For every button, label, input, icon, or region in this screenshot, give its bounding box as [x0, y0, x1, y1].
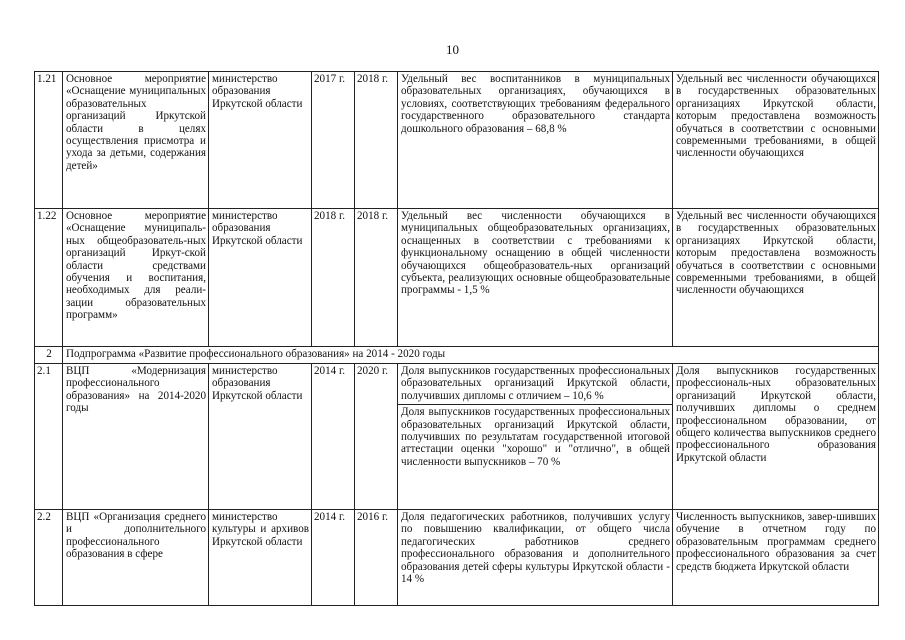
row-number: 1.21	[35, 72, 63, 209]
executor: министерство культуры и архивов Иркутской области	[209, 510, 312, 606]
row-number: 2.1	[35, 364, 63, 510]
subprogram-title: Подпрограмма «Развитие профессионального образования» на 2014 - 2020 годы	[63, 347, 879, 364]
end-year: 2016 г.	[355, 510, 398, 606]
row-number: 1.22	[35, 209, 63, 347]
indicator: Удельный вес воспитанников в муниципальных образовательных организациях, обучающихся в условиях, соответствующих требованиям федерального государственного образовательного стандарта дошкольного образования – 68,8 %	[398, 72, 673, 209]
page-number: 10	[446, 42, 459, 57]
goal-indicator: Численность выпускников, завер-шивших обучение в отчетном году по образовательным программам среднего профессионального образования за счет средств бюджета Иркутской области	[673, 510, 879, 606]
program-table	[34, 71, 879, 606]
goal-indicator: Удельный вес численности обучающихся в государственных образовательных организациях Иркутской области, которым предоставлена возможность обучаться в соответствии с основными современными требованиями, в общей численности обучающихся	[673, 209, 879, 347]
indicator: Удельный вес численности обучающихся в муниципальных общеобразовательных организациях, оснащенных в соответствии с требованиями к функциональному оснащению в общей численности обучающихся общеобразователь-ных организаций субъекта, реализующих основные общеобразовательные программы - 1,5 %	[398, 209, 673, 347]
start-year: 2014 г.	[312, 364, 355, 510]
event-title: ВЦП «Организация среднего и дополнительного профессионального образования в сфере	[63, 510, 209, 606]
executor: министерство образования Иркутской области	[209, 364, 312, 510]
table-row	[35, 209, 879, 347]
indicator: Доля педагогических работников, получивших услугу по повышению квалификации, от общего числа педагогических работников среднего профессионального образования и дополнительного образования детей сферы культуры Иркутской области - 14 %	[398, 510, 673, 606]
end-year: 2018 г.	[355, 72, 398, 209]
indicator-cell	[398, 364, 673, 510]
goal-indicator: Доля выпускников государственных профессиональ-ных образовательных организаций Иркутской области, получивших дипломы о среднем профессиональном образовании, от общего количества выпускников среднего профессионального образования Иркутской области	[673, 364, 879, 510]
indicator: Доля выпускников государственных профессиональных образовательных организаций Иркутской области, получивших по результатам государственной итоговой аттестации оценки "хорошо" и "отлично", в общей численности выпускников – 70 %	[398, 404, 672, 468]
end-year: 2018 г.	[355, 209, 398, 347]
start-year: 2017 г.	[312, 72, 355, 209]
event-title: Основное мероприятие «Оснащение муниципальных образовательных организаций Иркутской области в целях осуществления присмотра и ухода за детьми, содержания детей»	[63, 72, 209, 209]
event-title: Основное мероприятие «Оснащение муниципаль-ных общеобразователь-ных организаций Иркут-ской области средствами обучения и воспитания, необходимых для реали-зации образовательных программ»	[63, 209, 209, 347]
start-year: 2014 г.	[312, 510, 355, 606]
table-row	[35, 510, 879, 606]
start-year: 2018 г.	[312, 209, 355, 347]
subprogram-row	[35, 347, 879, 364]
table-row	[35, 364, 879, 510]
executor: министерство образования Иркутской области	[209, 72, 312, 209]
table-row	[35, 72, 879, 209]
row-number: 2.2	[35, 510, 63, 606]
goal-indicator: Удельный вес численности обучающихся в государственных образовательных организациях Иркутской области, которым предоставлена возможность обучаться в соответствии с основными современными требованиями, в общей численности обучающихся	[673, 72, 879, 209]
subprogram-number: 2	[35, 347, 63, 364]
event-title: ВЦП «Модернизация профессионального образования» на 2014-2020 годы	[63, 364, 209, 510]
end-year: 2020 г.	[355, 364, 398, 510]
indicator: Доля выпускников государственных профессиональных образовательных организаций Иркутской области, получивших дипломы с отличием – 10,6 %	[401, 365, 670, 402]
executor: министерство образования Иркутской области	[209, 209, 312, 347]
